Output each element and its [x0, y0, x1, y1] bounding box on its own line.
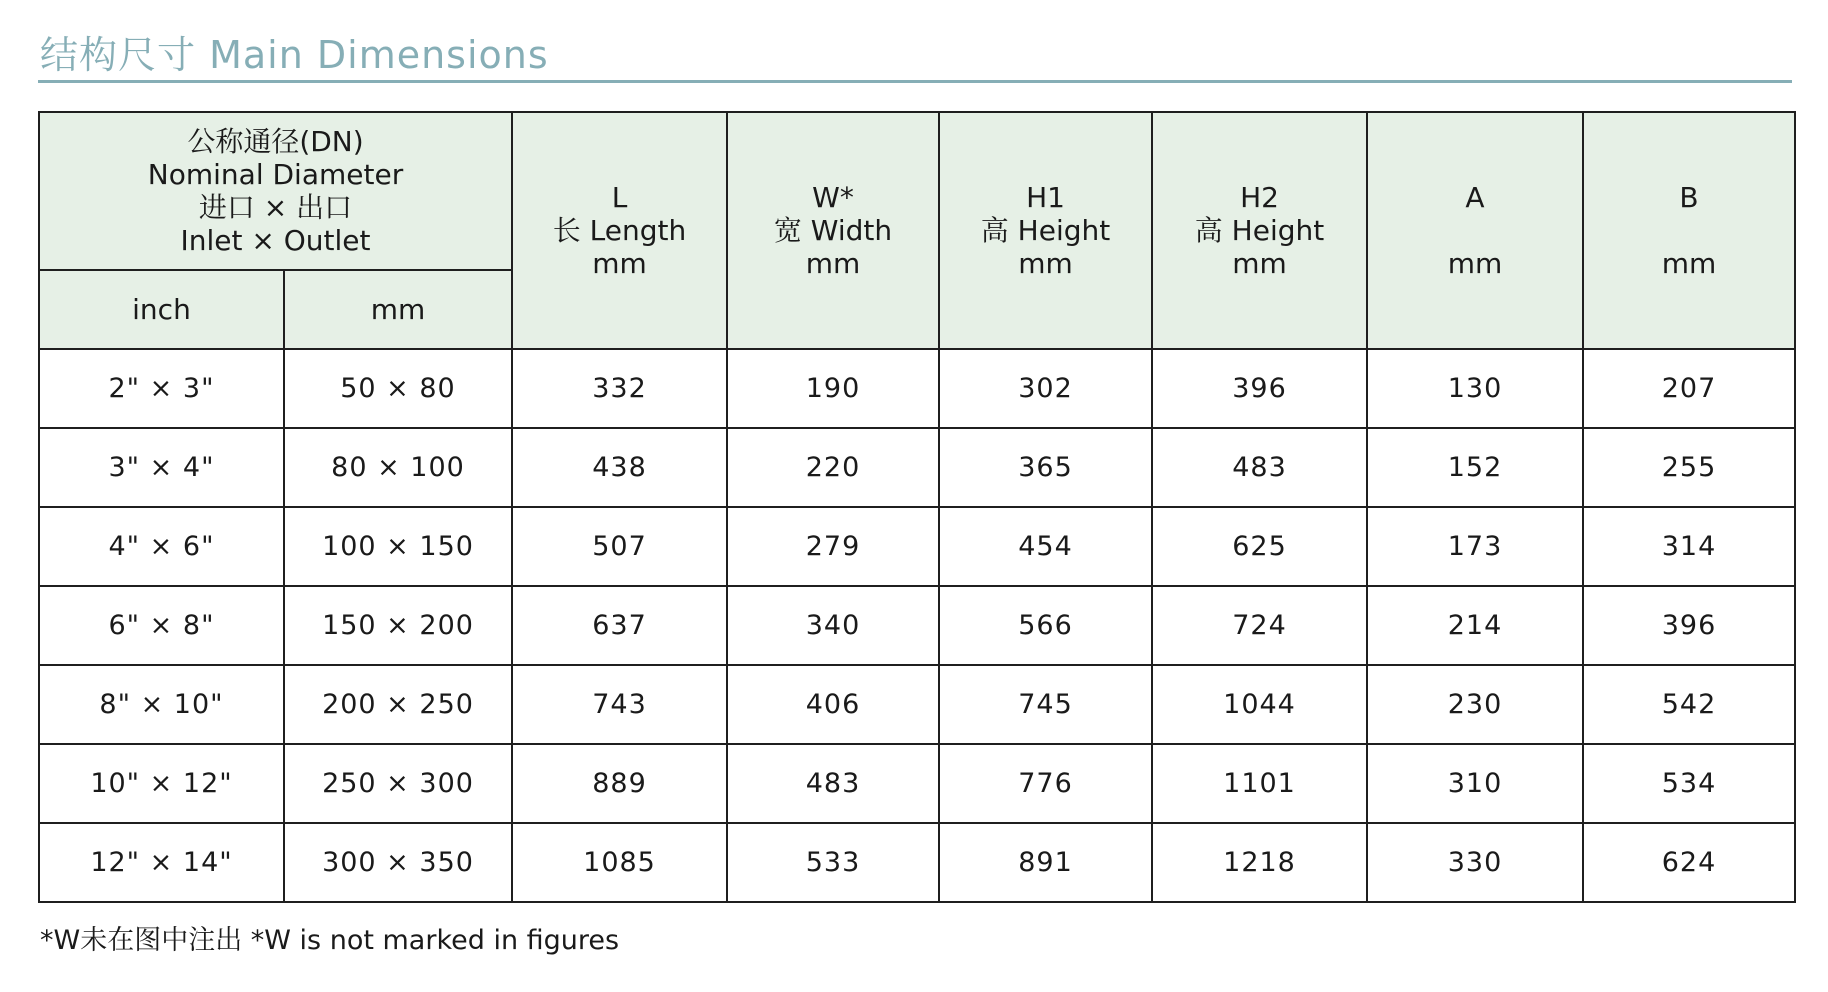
footnote: *W未在图中注出 *W is not marked in figures — [40, 925, 620, 956]
cell-a: 330 — [1367, 823, 1583, 902]
column-symbol: H2 — [1240, 181, 1279, 214]
column-unit: mm — [1661, 247, 1717, 280]
column-symbol: W* — [812, 181, 854, 214]
column-unit: mm — [805, 247, 861, 280]
length-header — [512, 112, 727, 349]
column-label — [1584, 214, 1794, 247]
column-unit: mm — [1447, 247, 1503, 280]
cell-a: 214 — [1367, 586, 1583, 665]
height-h2-header — [1152, 112, 1367, 349]
cell-a: 310 — [1367, 744, 1583, 823]
cell-h1: 891 — [939, 823, 1152, 902]
cell-b: 624 — [1583, 823, 1795, 902]
cell-width: 533 — [727, 823, 939, 902]
mm-subheader: mm — [284, 270, 512, 349]
cell-mm: 50 × 80 — [284, 349, 512, 428]
cell-inch: 10" × 12" — [39, 744, 284, 823]
cell-width: 406 — [727, 665, 939, 744]
cell-inch: 12" × 14" — [39, 823, 284, 902]
column-symbol: B — [1679, 181, 1699, 214]
nominal-diameter-header — [39, 112, 512, 270]
cell-inch: 6" × 8" — [39, 586, 284, 665]
cell-width: 340 — [727, 586, 939, 665]
table-row — [39, 507, 1795, 586]
cell-a: 230 — [1367, 665, 1583, 744]
cell-h1: 454 — [939, 507, 1152, 586]
cell-inch: 8" × 10" — [39, 665, 284, 744]
cell-h2: 1044 — [1152, 665, 1367, 744]
cell-b: 314 — [1583, 507, 1795, 586]
title-divider — [38, 80, 1792, 83]
nominal-header-line: Inlet × Outlet — [180, 224, 371, 257]
cell-a: 173 — [1367, 507, 1583, 586]
cell-b: 542 — [1583, 665, 1795, 744]
cell-h2: 396 — [1152, 349, 1367, 428]
cell-h2: 724 — [1152, 586, 1367, 665]
nominal-header-line: Nominal Diameter — [147, 158, 404, 191]
cell-h1: 365 — [939, 428, 1152, 507]
cell-mm: 250 × 300 — [284, 744, 512, 823]
cell-a: 152 — [1367, 428, 1583, 507]
cell-width: 483 — [727, 744, 939, 823]
width-header — [727, 112, 939, 349]
table-row — [39, 349, 1795, 428]
cell-width: 220 — [727, 428, 939, 507]
nominal-header-line: 公称通径(DN) — [187, 125, 364, 158]
cell-length: 332 — [512, 349, 727, 428]
cell-length: 438 — [512, 428, 727, 507]
column-symbol: A — [1465, 181, 1485, 214]
cell-b: 396 — [1583, 586, 1795, 665]
cell-h2: 625 — [1152, 507, 1367, 586]
table-header — [39, 112, 1795, 349]
height-h1-header — [939, 112, 1152, 349]
cell-inch: 3" × 4" — [39, 428, 284, 507]
table-row — [39, 665, 1795, 744]
column-unit: mm — [592, 247, 647, 280]
dimensions-table — [38, 111, 1796, 903]
a-header — [1367, 112, 1583, 349]
table-body — [39, 349, 1795, 902]
cell-h1: 302 — [939, 349, 1152, 428]
cell-width: 190 — [727, 349, 939, 428]
cell-length: 507 — [512, 507, 727, 586]
table-row — [39, 744, 1795, 823]
column-unit: mm — [1018, 247, 1073, 280]
cell-mm: 100 × 150 — [284, 507, 512, 586]
cell-inch: 4" × 6" — [39, 507, 284, 586]
cell-length: 637 — [512, 586, 727, 665]
cell-width: 279 — [727, 507, 939, 586]
cell-b: 255 — [1583, 428, 1795, 507]
table-row — [39, 823, 1795, 902]
cell-mm: 300 × 350 — [284, 823, 512, 902]
column-symbol: L — [611, 181, 628, 214]
page-title: 结构尺寸 Main Dimensions — [40, 33, 549, 77]
column-symbol: H1 — [1026, 181, 1065, 214]
column-label: 长 Length — [552, 214, 687, 247]
cell-h2: 483 — [1152, 428, 1367, 507]
cell-length: 743 — [512, 665, 727, 744]
cell-h1: 566 — [939, 586, 1152, 665]
inch-subheader: inch — [39, 270, 284, 349]
column-label: 高 Height — [1194, 214, 1325, 247]
cell-inch: 2" × 3" — [39, 349, 284, 428]
cell-b: 207 — [1583, 349, 1795, 428]
column-label: 高 Height — [980, 214, 1111, 247]
cell-mm: 80 × 100 — [284, 428, 512, 507]
table-row — [39, 428, 1795, 507]
cell-h2: 1101 — [1152, 744, 1367, 823]
cell-length: 1085 — [512, 823, 727, 902]
cell-a: 130 — [1367, 349, 1583, 428]
column-label — [1368, 214, 1582, 247]
cell-h1: 745 — [939, 665, 1152, 744]
cell-mm: 200 × 250 — [284, 665, 512, 744]
cell-length: 889 — [512, 744, 727, 823]
b-header — [1583, 112, 1795, 349]
cell-h1: 776 — [939, 744, 1152, 823]
column-label: 宽 Width — [773, 214, 893, 247]
cell-h2: 1218 — [1152, 823, 1367, 902]
table-row — [39, 586, 1795, 665]
column-unit: mm — [1232, 247, 1287, 280]
nominal-header-line: 进口 × 出口 — [198, 191, 353, 224]
cell-mm: 150 × 200 — [284, 586, 512, 665]
cell-b: 534 — [1583, 744, 1795, 823]
